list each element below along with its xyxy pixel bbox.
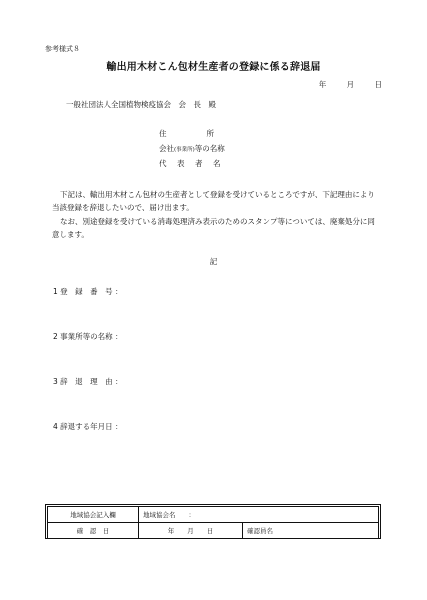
footer-region-entry-label: 地域協会記入欄	[48, 507, 139, 523]
company-label-pre: 会社	[159, 144, 174, 153]
date-line: 年 月 日	[318, 80, 382, 89]
footer-row-1	[48, 507, 379, 523]
sender-representative-label: 代表者名	[159, 159, 231, 168]
reference-form-label: 参考様式８	[45, 45, 80, 53]
item-registration-number: 1 登 録 番 号 ：	[53, 287, 123, 296]
ki-heading: 記	[209, 257, 218, 266]
footer-table	[47, 506, 379, 539]
footer-confirmer-label: 確認員名	[243, 523, 379, 539]
footer-date-field: 年 月 日	[139, 523, 243, 539]
item-withdrawal-reason: 3 辞 退 理 由 ：	[53, 377, 123, 386]
company-label-post: 等の名称	[194, 144, 225, 153]
company-label-small: (事業所)	[174, 147, 195, 153]
body-paragraph-2: なお、別途登録を受けている消毒処理済み表示のためのスタンプ等については、廃棄処分に同意します。	[52, 217, 375, 239]
sender-company-label	[159, 143, 225, 154]
footer-region-name-label: 地域協会名 ：	[139, 507, 379, 523]
footer-row-2	[48, 523, 379, 539]
document-title: 輸出用木材こん包材生産者の登録に係る辞退届	[106, 62, 321, 73]
addressee: 一般社団法人全国植物検疫協会 会 長 殿	[66, 100, 216, 109]
item-withdrawal-date: 4 辞退する年月日 ：	[53, 422, 123, 431]
item-office-name: 2 事業所等の名称 ：	[53, 332, 123, 341]
footer-confirm-date-label: 確 認 日	[48, 523, 139, 539]
sender-address-label: 住所	[159, 129, 254, 138]
body-paragraph-1: 下記は、輸出用木材こん包材の生産者として登録を受けているところですが、下記理由により当該登録を辞退したいので、届け出ます。	[52, 190, 375, 212]
